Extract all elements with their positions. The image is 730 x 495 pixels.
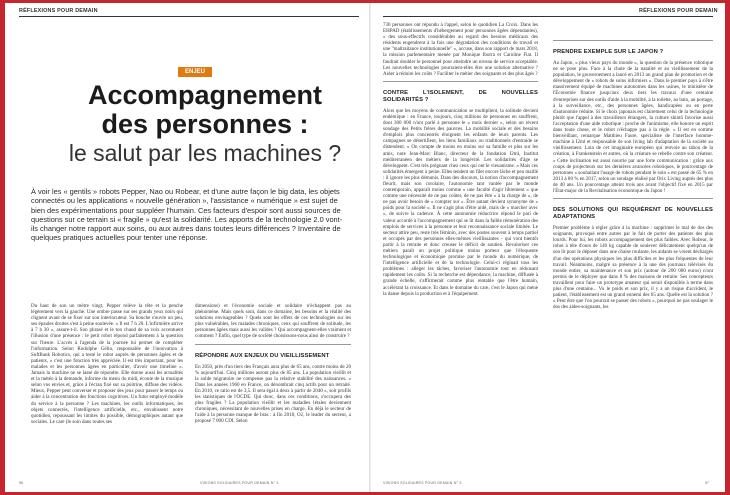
body-text: En 2050, près d'un tiers des Français aura plus de 65 ans, contre moins de 20 % aujourd'hui. Cinq millions auront plus de 85 ans. La population vieillit et la solde migratoire ne compense pas la relative stabilité des naissances. « Dans les années 1960 en France, on dénombrait cinq actifs pour un retraité. En 2010, ce ratio est de 3,5. Il sera égal à deux à partir de 2040 », soit profils les statistiques de l'OCDE. Qui donc, dans ces conditions, s'occupera des plus fragiles ? La population vieillit et les maladies létales deviennent chroniques, nécessitant de nouvelles prises en charge. En déjà le secteur de l'aide à la personne manque de bras : à fin 2018, O2, le leader du secteur, a proposé 7 000 CDI. Selon <box>195 363 351 425</box>
section-divider <box>553 40 713 41</box>
body-text: Du haut de son un mètre vingt, Pepper relève la tête et la penche légèrement vers la gauche. Une ombre passe sur ses grands yeux noirs qui clignent avant de se fixer sur son interlocuteur. Sa bouche s'ouvre un peu, ses épaules droites s'est à peine soulevée. « Il est 7 h 20. L'infirmière arrive à 7 h 30 », assure-t-il. Son phrasé et le ton chaud de sa voix accentuent l'illusion d'une présence : le petit robot répond parfaitement à la question sur l'heure. L'accès à l'agenda de la journée lui permet de compléter l'information. Selon Rodolphe Gélin, responsable de l'innovation à SoftBank Robotics, qui a testé le robot auprès de personnes âgées et de patients, « c'est une fonction très appréciée. Il est très important, pour les malades et les personnes âgées en particulier, d'avoir une timeline ». Jamais la machine ne se lasse de répondre. Elle donne aussi les actualités et la météo à la demande, informe du menu du midi, écoute de la musique selon vos envies et, grâce à l'écran fixé sur sa poitrine, diffuse des vidéos. Mieux, Pepper peut converser et proposer des jeux pour passer le temps ou aider à la concentration des fonctions cognitives. Un futur employé modèle du service à la personne ? Les machines, les outils informatiques, les objets connectés, l'intelligence artificielle, etc., envahissent notre quotidien, repoussant les limites du possible, démographiques autant que sociales. Le care (le soin dans toutes ses <box>31 303 183 425</box>
section-heading: RÉPONDRE AUX ENJEUX DU VIEILLISSEMENT <box>195 352 330 359</box>
title-line-2: des personnes : <box>101 109 309 139</box>
left-running-head: RÉFLEXIONS POUR DEMAIN <box>19 8 98 14</box>
body-text: dimensions) et l'économie sociale et solidaire n'échappent pas au phénomène. Mais quels sont, dans ce domaine, les besoins et la réalité des solutions envisageables ? Quels sont les effets de ces technologies sur les plus vulnérables, les malades chroniques, ceux qui souffrent de solitude, les personnes âgées mais aussi les valides ? Qui accompagnent-elles vraiment et comment ? Enfin, quel type de société choisissons-nous ainsi de construire ? <box>195 303 351 340</box>
section-heading: PRENDRE EXEMPLE SUR LE JAPON ? <box>553 49 664 55</box>
left-column-1 <box>31 303 183 479</box>
right-running-head: RÉFLEXIONS POUR DEMAIN <box>639 8 718 14</box>
section-divider <box>553 198 713 199</box>
section-divider <box>383 81 538 82</box>
right-column-2 <box>553 22 713 479</box>
body-text: Au Japon, « plus vieux pays du monde », la question de la présence robotique ne se pose plus. Face à la chute de la natalité et au vieillissement de la population, le gouvernement a lancé en 2013 un grand plan de promotion et de développement de « robots de soins infirmiers ». Dans le premier pays à s'être massivement équipé de machines autonomes dans les usines, le ministère de l'Économie finance jusqu'aux deux tiers les travaux d'une centaine d'entreprises sur des outils d'aide à la mobilité, à la toilette, au bain, au portage, à la surveillance, etc., des personnes âgées, handicapées ou en perte d'autonomie réduite. Si le choix japonais est clairement celui de la technologie plutôt que l'appel à des travailleurs étrangers, la culture shintô favorise aussi l'acceptation d'une aide robotique : proche de l'animisme, elle honore un esprit dans toute chose, et le robot n'échappe pas à la règle. « Il est en somme bienveillant, remarque Matthieu Faure, spécialiste de l'interface homme-machine à I2ml et responsable de son living lab d'adaptation de la société au vieillissement. Loin de cet imaginaire européen qui renvoie au tabou de la création, à Frankenstein et autres, où la créature se rebelle contre son créateur. » Cette inclination est aussi nourrie par une forte communication : grâce aux coups de projecteurs sur les dernières avancées robotiques, le pourcentage de personnes « souhaitant l'usage de robots pendant le soin » est passé de 65 % en 2013 à 80 % en 2017, selon un sondage réalisé par Orix Living auprès des plus de 40 ans. Un pourcentage atteint trois ans avant l'objectif fixé en 2015 par l'État-major de la Revitalisation économique du Japon ! <box>553 60 713 194</box>
right-column-1 <box>383 22 538 479</box>
magazine-spread <box>5 3 725 492</box>
page-gutter <box>369 3 371 492</box>
page-number: 97 <box>705 481 709 485</box>
title-line-1: Accompagnement <box>87 80 323 110</box>
page-footer: VISIONS SOLIDAIRES POUR DEMAIN N° 3 <box>383 481 462 485</box>
article-subtitle: le salut par les machines ? <box>68 140 342 166</box>
body-text: Premier problème à régler grâce à la machine : supprimer le mal de dos des soignants, provoqué entre autres par le fait de porter des patients des plus lourds. Pour lui, les robots accompagnement des plus faibles. Avec Robear, le robot à tête d'ours de 140 kg capable de soulever délicatement quelqu'un de son lit pour le déposer dans une chaise roulante, les aidants se voient déchargés d'un des opérations physiques les plus difficiles et les plus fréquentes de leur travail. Néanmoins, malgré sa présence à la une des journaux télévisés du monde entier, sa maintenance et son prix (autour de 200 000 euros) n'ont permis de le déployer que dans 8 % des maisons de retraite. Ses concepteurs travaillent pour faire un prototype amateur qui serait disponible à terme dans plus d'une centaine... Vu le poids et son prix, il y a un risque d'accident, le patient, l'établissement est un grand ennemi des 65 ans. Quelle est la solution ? « Peut être que l'on pourrait se passer des robots », pourquoi ne pas soulager le dos des aides-soignants, les <box>553 225 713 311</box>
article-title <box>35 81 375 139</box>
left-column-2 <box>195 303 351 479</box>
body-text: 730 personnes ont répondu à l'appel, selon le quotidien La Croix. Dans les EHPAD (établissements d'hébergement pour personnes âgées dépendantes), « des sous-effectifs considérables au regard des besoins médicaux des résidents engendrent à la fois une dégradation des conditions de travail et une "maltraitance institutionnelle" », accuse, dans son rapport de mars 2018, la mission parlementaire menée par Monique Iborra et Caroline Fiat. Il faudrait doubler le personnel pour atteindre un niveau de service acceptable. Les nouvelles technologies pourraient-elles être une solution alternative ? Aider à réduire les coûts ? Faciliter le métier des soignants et des plus âgés ? <box>383 22 538 77</box>
section-heading: CONTRE L'ISOLEMENT, DE NOUVELLES SOLIDARITÉS ? <box>383 89 538 103</box>
body-text: Alors que les moyens de communication se multiplient, la solitude devient endémique : en France, toujours, cinq millions de personnes en souffrent, dont 300 000 n'ont parlé à personne le « mois dernier », selon un récent sondage des Petits frères des pauvres. La mobilité sociale et des besoins d'emplois plus concentrés éloignent les enfants de leurs parents. Les campagnes se désertifient, les liens familiaux ou traditionnels d'entraide se distendent. « On compte de moins en moins sur sa famille et plus sur les amis, note Jean-Marc Blanc, directeur de la fondation I2ml, Institut méditerranéen des métiers de la longévité. Les solidarités d'âge se développent. C'est très prégnant chez ceux qui ont le vieuanisme. » Mais ces solidarités émergent à peine. Elles tendent un filet encore lâche et peu maillé : il ignore les plus démunis. Dans des discours, la notion d'accompagnement fleurit, mais son corolaire, l'autonomie tant vantée par le monde contemporain, apparaît moins comme « une faculté d'agir librement » que comme une nécessité de ne pas coûter, de ne pas être « à la charge de », de ne pas avoir besoin de « compter sur ». Être autant devient synonyme de « poids pour la société ». Il ne s'agit plus d'être aidé, mais de « marcher avec », de suivre la cadence. À cette autonomie réductrice répond le pari de valeur accordé à l'accompagnement qui se lit dans la faible rémunération des emplois de services à la personne et leur reconnaissance sociale limitée. Le secteur attire peu, reste très féminin, avec des postes souvent à temps partiel et occupés par des personnes elles-mêmes vieillissantes – qui vont bientôt partir à la retraite et donc creuser le déficit de soutien. Revaloriser ces métiers paraît un projet politique moins porteur que l'éloquente technologique et économique promise par le monde du numérique, de l'intelligence artificielle et de la technologie. Celui-ci réginait tous les problèmes : alléger les tâches, favoriser l'autonomie tout en réduisant rapidement les coûts. Si la recherche est dépendance, la machine, diffusée à grande échelle, s'affirmerait comme plus rentable que l'être humain, accélérant la croissance. Et dans le domaine du care, c'est le Japon qui mène la danse depuis la production et à l'équipement. <box>383 107 538 297</box>
page-number: 96 <box>19 481 23 485</box>
article-lead: À voir les « gentils » robots Pepper, Nao ou Robear, et d'une autre façon le big data, les objets connectés ou les applications « nouvelle génération », l'assistance « numérique » est sujet de bien des expérimentations pour suppléer l'humain. Ces facteurs d'espoir sont aussi sources de questions sur ce terrain si « fragile » qu'est la solidarité. Les apports de la technologie 2.0 vont-ils changer notre rapport aux soins, ou aux autres dans toutes leurs différences ? Inventaire de quelques pratiques actuelles pour tenter une réponse. <box>31 187 343 243</box>
left-head-rule <box>19 16 359 17</box>
right-head-rule <box>383 16 713 17</box>
section-tag: ENJEU <box>178 67 212 77</box>
page-footer: VISIONS SOLIDAIRES POUR DEMAIN N° 3 <box>200 481 279 485</box>
section-divider <box>195 344 351 345</box>
section-heading: DES SOLUTIONS QUI REQUIÈRENT DE NOUVELLES ADAPTATIONS <box>553 207 713 221</box>
